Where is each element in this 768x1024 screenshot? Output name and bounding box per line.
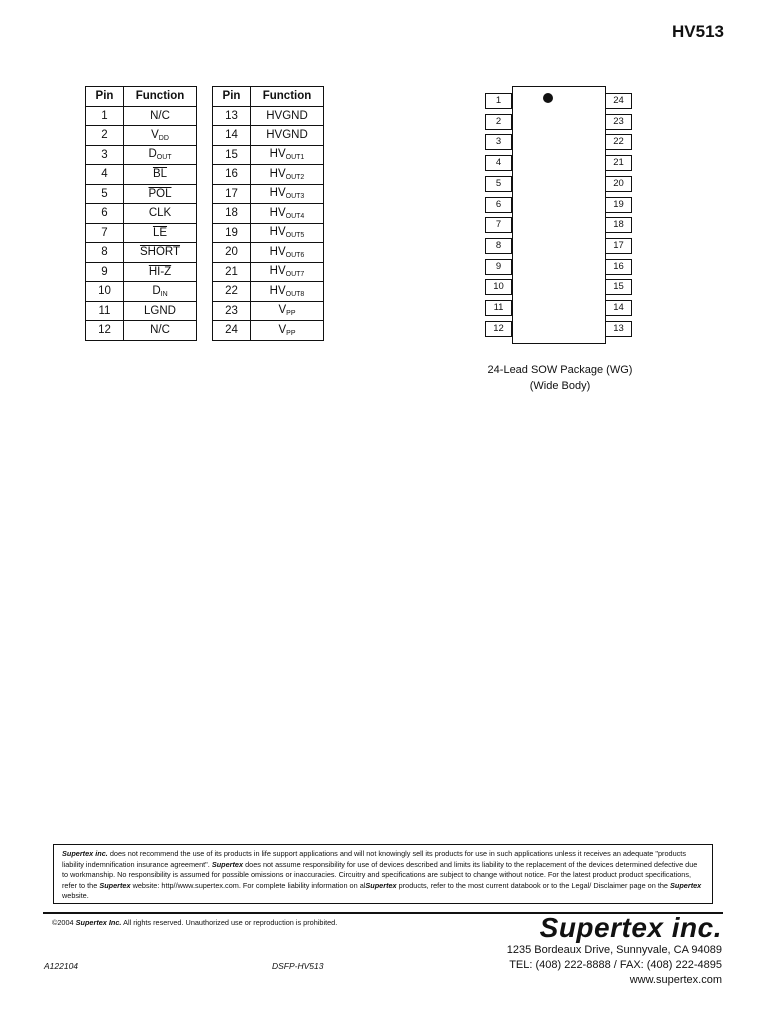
pin-function-table-right (212, 86, 324, 341)
package-pin-left: 7 (485, 217, 512, 233)
pin-function-cell (124, 204, 197, 224)
supertex-logo: Supertex inc. (539, 912, 722, 943)
company-website[interactable]: www.supertex.com (629, 974, 722, 986)
package-pin-right: 18 (605, 217, 632, 233)
table-row (213, 243, 324, 263)
package-pin-left: 8 (485, 238, 512, 254)
pin-function-cell (124, 282, 197, 302)
table-row (213, 165, 324, 185)
table-row (86, 262, 197, 282)
pin-function-cell (251, 204, 324, 224)
disclaimer-text-5: website. (62, 891, 89, 901)
function-name: CLK (148, 207, 172, 220)
package-pin-left: 2 (485, 114, 512, 130)
pin-number-cell: 24 (213, 321, 251, 341)
package-diagram (485, 86, 635, 346)
package-pin-right: 13 (605, 321, 632, 337)
table-row (213, 126, 324, 146)
package-pin-left: 6 (485, 197, 512, 213)
pin-number-cell: 18 (213, 204, 251, 224)
function-name: HV (269, 226, 286, 239)
function-subscript: PP (286, 310, 296, 318)
function-subscript: OUT8 (285, 290, 305, 298)
pin-number-cell: 15 (213, 145, 251, 165)
function-name: D (152, 284, 161, 297)
pin-number-cell: 21 (213, 262, 251, 282)
package-body (512, 86, 606, 344)
package-pin-right: 20 (605, 176, 632, 192)
package-pin-right: 22 (605, 134, 632, 150)
package-pin-left: 4 (485, 155, 512, 171)
pin-function-cell (124, 165, 197, 185)
package-pin-left: 12 (485, 321, 512, 337)
pin-number-cell: 5 (86, 184, 124, 204)
function-subscript: OUT7 (285, 271, 305, 279)
table-row (86, 223, 197, 243)
pin-function-cell (124, 184, 197, 204)
pin-number-cell: 17 (213, 184, 251, 204)
function-name: HV (269, 245, 286, 258)
pin-number-cell: 19 (213, 223, 251, 243)
function-name: $\overline{POL}$ (148, 187, 172, 200)
function-subscript: PP (286, 329, 296, 337)
pin-number-cell: 14 (213, 126, 251, 146)
function-name: HVGND (266, 109, 308, 122)
pin-function-cell (251, 282, 324, 302)
disclaimer-text-2: does not assume responsibility for use of devices described and limits its liability to the replacement of the devices determined defective due to workmanship. No responsibility is assumed for possible omissions or inaccuracies. Circuitry and specifications are subject to change without notice. For the latest product product specifications, refer to the (62, 859, 698, 890)
package-pin-right: 19 (605, 197, 632, 213)
pin-function-cell (251, 184, 324, 204)
pin-number-cell: 6 (86, 204, 124, 224)
table-header-row (213, 87, 324, 107)
pin-function-cell (251, 321, 324, 341)
function-name: N/C (150, 109, 170, 122)
table-row (213, 106, 324, 126)
column-header-pin: Pin (213, 87, 251, 107)
package-pin-left: 3 (485, 134, 512, 150)
disclaimer-brand: Supertex inc. (62, 849, 108, 858)
company-address-block (507, 943, 722, 988)
pin-number-cell: 3 (86, 145, 124, 165)
copyright-brand: Supertex Inc. (75, 918, 122, 927)
package-pin-right: 23 (605, 114, 632, 130)
pin-number-cell: 20 (213, 243, 251, 263)
table-row (213, 282, 324, 302)
disclaimer-text-4: products, refer to the most current databook or to the Legal/ Disclaimer page on the (396, 880, 671, 890)
pin-function-cell (124, 262, 197, 282)
table-row (213, 223, 324, 243)
table-row (86, 282, 197, 302)
pin-function-cell (251, 165, 324, 185)
company-address: 1235 Bordeaux Drive, Sunnyvale, CA 94089 (506, 944, 722, 956)
function-name: V (151, 128, 159, 141)
function-name: HV (269, 148, 286, 161)
function-subscript: OUT3 (285, 193, 305, 201)
pin-number-cell: 9 (86, 262, 124, 282)
pin-number-cell: 11 (86, 301, 124, 321)
table-row (86, 165, 197, 185)
disclaimer-box (53, 844, 713, 904)
package-pin-right: 15 (605, 279, 632, 295)
table-row (213, 321, 324, 341)
pin-rows-right (213, 106, 324, 340)
table-header-row (86, 87, 197, 107)
pin-number-cell: 12 (86, 321, 124, 341)
pin-function-cell (124, 126, 197, 146)
package-pin-right: 14 (605, 300, 632, 316)
pin-function-cell (124, 243, 197, 263)
function-name: D (148, 148, 157, 161)
table-row (86, 106, 197, 126)
package-caption (460, 362, 660, 394)
copyright-prefix: ©2004 (52, 918, 76, 927)
function-name: $\overline{BL}$ (152, 168, 168, 181)
function-name: HV (269, 284, 286, 297)
pin-number-cell: 23 (213, 301, 251, 321)
function-name: HV (269, 187, 286, 200)
disclaimer-brand-5: Supertex (670, 880, 702, 890)
pin-number-cell: 8 (86, 243, 124, 263)
function-name: HI-Z (148, 265, 172, 278)
pin-function-cell (124, 145, 197, 165)
part-number-title: HV513 (672, 22, 724, 41)
copyright-suffix: All rights reserved. Unauthorized use or reproduction is prohibited. (121, 918, 338, 927)
pin-function-cell (251, 126, 324, 146)
pin-function-cell (124, 223, 197, 243)
pin1-indicator-dot (543, 93, 553, 103)
pin-function-cell (251, 106, 324, 126)
pin-function-cell (251, 262, 324, 282)
document-code-center: DSFP-HV513 (272, 961, 324, 971)
pin-number-cell: 22 (213, 282, 251, 302)
package-pin-left: 1 (485, 93, 512, 109)
copyright-notice (52, 918, 337, 927)
function-subscript: IN (160, 290, 168, 298)
pin-function-cell (251, 243, 324, 263)
pin-function-table-left (85, 86, 197, 341)
table-row (86, 321, 197, 341)
function-name: V (278, 304, 287, 317)
table-row (213, 204, 324, 224)
function-name: LGND (144, 304, 176, 317)
disclaimer-text-3: website: http//www.supertex.com. For complete liability information on al (130, 880, 366, 890)
pin-function-cell (124, 301, 197, 321)
function-subscript: OUT1 (285, 154, 305, 162)
function-subscript: DD (158, 134, 169, 142)
table-row (86, 126, 197, 146)
package-pin-left: 10 (485, 279, 512, 295)
pin-number-cell: 16 (213, 165, 251, 185)
function-name: HV (269, 206, 286, 219)
pin-rows-left (86, 106, 197, 340)
function-name: HV (269, 265, 286, 278)
package-caption-line1: 24-Lead SOW Package (WG) (487, 364, 633, 376)
package-pin-right: 21 (605, 155, 632, 171)
package-pin-left: 5 (485, 176, 512, 192)
package-pin-right: 24 (605, 93, 632, 109)
disclaimer-brand-3: Supertex (99, 880, 131, 890)
column-header-function: Function (124, 87, 197, 107)
pin-function-cell (251, 145, 324, 165)
disclaimer-brand-4: Supertex (365, 880, 397, 890)
function-subscript: OUT4 (285, 212, 305, 220)
table-row (86, 184, 197, 204)
table-row (213, 184, 324, 204)
function-subscript: OUT5 (285, 232, 305, 240)
table-row (213, 145, 324, 165)
package-pin-left: 9 (485, 259, 512, 275)
pin-number-cell: 2 (86, 126, 124, 146)
table-row (86, 243, 197, 263)
pin-function-cell (124, 321, 197, 341)
function-name: N/C (150, 324, 170, 337)
function-name: V (278, 323, 287, 336)
function-subscript: OUT2 (285, 173, 305, 181)
pin-number-cell: 4 (86, 165, 124, 185)
table-row (86, 204, 197, 224)
package-pin-right: 16 (605, 259, 632, 275)
function-name: HV (269, 167, 286, 180)
table-row (213, 301, 324, 321)
function-name: SHORT (139, 246, 181, 259)
disclaimer-brand-2: Supertex (211, 859, 244, 869)
table-row (86, 145, 197, 165)
function-name: $\overline{LE}$ (152, 226, 168, 239)
pin-function-cell (124, 106, 197, 126)
document-code-left: A122104 (44, 961, 79, 971)
column-header-pin: Pin (86, 87, 124, 107)
table-row (86, 301, 197, 321)
column-header-function: Function (251, 87, 324, 107)
pin-number-cell: 7 (86, 223, 124, 243)
package-pin-right: 17 (605, 238, 632, 254)
pin-function-cell (251, 223, 324, 243)
pin-function-cell (251, 301, 324, 321)
pin-number-cell: 1 (86, 106, 124, 126)
function-name: HVGND (266, 129, 308, 142)
disclaimer-text-1: does not recommend the use of its products in life support applications and will not knowingly sell its products for use in such applications unless it receives an adequate "products liability indemnification insurance agreement". (62, 849, 686, 869)
function-subscript: OUT (156, 154, 172, 162)
function-subscript: OUT6 (285, 251, 305, 259)
package-caption-line2: (Wide Body) (529, 380, 591, 392)
package-pin-left: 11 (485, 300, 512, 316)
table-row (213, 262, 324, 282)
pin-number-cell: 13 (213, 106, 251, 126)
company-phone-fax: TEL: (408) 222-8888 / FAX: (408) 222-4895 (509, 959, 722, 971)
pin-number-cell: 10 (86, 282, 124, 302)
